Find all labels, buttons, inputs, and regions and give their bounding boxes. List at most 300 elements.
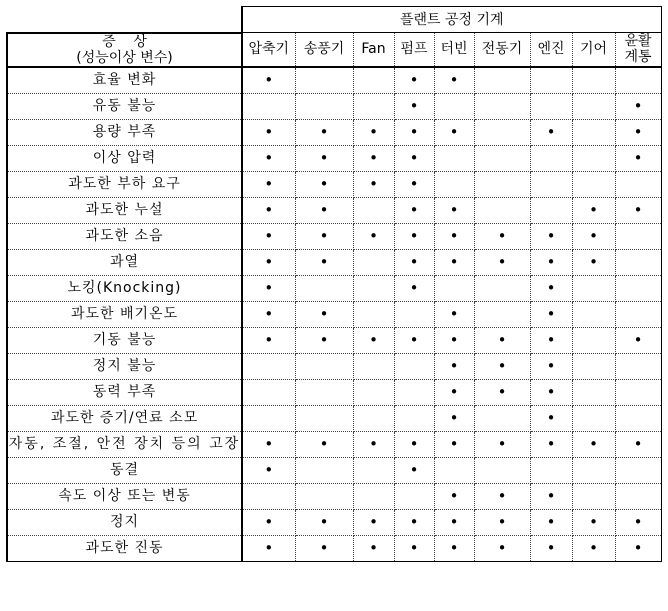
symptom-cell: 효율 변화 — [7, 67, 242, 94]
mark-cell — [615, 275, 661, 301]
symptom-cell: 과도한 증기/연료 소모 — [7, 405, 242, 431]
applicable-dot: • — [409, 96, 419, 115]
applicable-dot: • — [409, 122, 419, 141]
mark-cell — [394, 379, 434, 405]
applicable-dot: • — [369, 122, 378, 141]
mark-cell — [474, 327, 530, 353]
applicable-dot: • — [369, 174, 378, 193]
applicable-dot: • — [546, 512, 556, 531]
mark-cell — [242, 327, 295, 353]
mark-cell — [530, 223, 572, 249]
mark-cell — [295, 379, 353, 405]
mark-cell — [242, 197, 295, 223]
mark-cell — [434, 93, 474, 119]
applicable-dot: • — [589, 512, 598, 531]
machine-header-line: 압축기 — [248, 41, 290, 58]
applicable-dot: • — [546, 538, 556, 557]
applicable-dot: • — [264, 226, 274, 245]
mark-cell — [434, 379, 474, 405]
applicable-dot: • — [319, 226, 329, 245]
applicable-dot: • — [319, 148, 329, 167]
applicable-dot: • — [546, 356, 556, 375]
mark-cell — [353, 353, 394, 379]
applicable-dot: • — [264, 148, 274, 167]
mark-cell — [474, 119, 530, 145]
applicable-dot: • — [369, 434, 378, 453]
applicable-dot: • — [546, 330, 556, 349]
mark-cell — [353, 171, 394, 197]
mark-cell — [434, 483, 474, 509]
mark-cell — [434, 223, 474, 249]
mark-cell — [615, 353, 661, 379]
mark-cell — [353, 119, 394, 145]
mark-cell — [530, 145, 572, 171]
mark-cell — [353, 301, 394, 327]
applicable-dot: • — [633, 538, 643, 557]
applicable-dot: • — [319, 252, 329, 271]
table-row — [7, 457, 661, 483]
symptom-cell: 동력 부족 — [7, 379, 242, 405]
machine-header — [394, 33, 434, 67]
mark-cell — [353, 457, 394, 483]
mark-cell — [530, 327, 572, 353]
mark-cell — [434, 145, 474, 171]
table-row — [7, 431, 661, 457]
mark-cell — [615, 145, 661, 171]
applicable-dot: • — [589, 252, 598, 271]
applicable-dot: • — [264, 70, 274, 89]
machine-header — [295, 33, 353, 67]
table-row — [7, 353, 661, 379]
group-header-row — [7, 7, 661, 33]
mark-cell — [434, 119, 474, 145]
table-row — [7, 509, 661, 535]
mark-cell — [242, 405, 295, 431]
mark-cell — [615, 249, 661, 275]
applicable-dot: • — [319, 174, 329, 193]
symptom-header-subtitle: (성능이상 변수) — [76, 49, 173, 66]
applicable-dot: • — [409, 330, 419, 349]
applicable-dot: • — [589, 226, 598, 245]
mark-cell — [474, 353, 530, 379]
mark-cell — [295, 301, 353, 327]
mark-cell — [615, 119, 661, 145]
mark-cell — [474, 171, 530, 197]
table-row — [7, 197, 661, 223]
applicable-dot: • — [633, 434, 643, 453]
mark-cell — [572, 197, 615, 223]
machine-header-line: 엔진 — [537, 41, 565, 58]
applicable-dot: • — [633, 122, 643, 141]
applicable-dot: • — [546, 434, 556, 453]
table-row — [7, 93, 661, 119]
mark-cell — [353, 327, 394, 353]
mark-cell — [353, 223, 394, 249]
mark-cell — [530, 197, 572, 223]
mark-cell — [474, 275, 530, 301]
machine-header — [615, 33, 661, 67]
mark-cell — [572, 223, 615, 249]
mark-cell — [615, 171, 661, 197]
mark-cell — [242, 301, 295, 327]
symptom-cell: 과열 — [7, 249, 242, 275]
applicable-dot: • — [264, 304, 274, 323]
applicable-dot: • — [546, 226, 556, 245]
applicable-dot: • — [497, 382, 507, 401]
machine-header-row — [7, 33, 661, 67]
mark-cell — [242, 249, 295, 275]
applicable-dot: • — [449, 70, 459, 89]
applicable-dot: • — [546, 304, 556, 323]
mark-cell — [434, 457, 474, 483]
applicable-dot: • — [369, 538, 378, 557]
mark-cell — [530, 67, 572, 94]
applicable-dot: • — [449, 252, 459, 271]
mark-cell — [474, 483, 530, 509]
applicable-dot: • — [633, 512, 643, 531]
mark-cell — [615, 67, 661, 94]
mark-cell — [242, 67, 295, 94]
mark-cell — [434, 301, 474, 327]
mark-cell — [530, 457, 572, 483]
table-row — [7, 405, 661, 431]
applicable-dot: • — [264, 460, 274, 479]
mark-cell — [572, 405, 615, 431]
mark-cell — [353, 249, 394, 275]
symptom-cell: 정지 불능 — [7, 353, 242, 379]
mark-cell — [394, 275, 434, 301]
mark-cell — [615, 405, 661, 431]
mark-cell — [572, 171, 615, 197]
mark-cell — [295, 171, 353, 197]
table-row — [7, 119, 661, 145]
mark-cell — [242, 145, 295, 171]
mark-cell — [530, 405, 572, 431]
mark-cell — [295, 223, 353, 249]
mark-cell — [353, 431, 394, 457]
applicable-dot: • — [546, 278, 556, 297]
mark-cell — [394, 249, 434, 275]
mark-cell — [434, 67, 474, 94]
applicable-dot: • — [409, 278, 419, 297]
mark-cell — [474, 93, 530, 119]
mark-cell — [295, 353, 353, 379]
mark-cell — [394, 145, 434, 171]
mark-cell — [474, 223, 530, 249]
applicable-dot: • — [497, 434, 507, 453]
mark-cell — [530, 275, 572, 301]
mark-cell — [474, 405, 530, 431]
applicable-dot: • — [449, 434, 459, 453]
mark-cell — [530, 119, 572, 145]
table-row — [7, 67, 661, 94]
mark-cell — [434, 431, 474, 457]
applicable-dot: • — [264, 434, 274, 453]
mark-cell — [615, 535, 661, 561]
applicable-dot: • — [319, 200, 329, 219]
mark-cell — [295, 431, 353, 457]
applicable-dot: • — [369, 226, 378, 245]
mark-cell — [474, 145, 530, 171]
applicable-dot: • — [589, 200, 598, 219]
applicable-dot: • — [449, 382, 459, 401]
applicable-dot: • — [449, 304, 459, 323]
applicable-dot: • — [546, 408, 556, 427]
applicable-dot: • — [264, 512, 274, 531]
symptom-cell: 동결 — [7, 457, 242, 483]
applicable-dot: • — [497, 538, 507, 557]
applicable-dot: • — [264, 122, 274, 141]
mark-cell — [474, 431, 530, 457]
mark-cell — [572, 249, 615, 275]
mark-cell — [353, 379, 394, 405]
mark-cell — [530, 301, 572, 327]
applicable-dot: • — [409, 200, 419, 219]
mark-cell — [353, 93, 394, 119]
mark-cell — [242, 275, 295, 301]
applicable-dot: • — [449, 408, 459, 427]
machine-header-line: 송풍기 — [303, 41, 345, 58]
applicable-dot: • — [319, 538, 329, 557]
mark-cell — [434, 171, 474, 197]
symptom-cell: 유동 불능 — [7, 93, 242, 119]
mark-cell — [434, 535, 474, 561]
mark-cell — [394, 405, 434, 431]
applicable-dot: • — [546, 122, 556, 141]
applicable-dot: • — [546, 382, 556, 401]
mark-cell — [242, 535, 295, 561]
applicable-dot: • — [449, 486, 459, 505]
mark-cell — [394, 301, 434, 327]
applicable-dot: • — [449, 512, 459, 531]
mark-cell — [394, 93, 434, 119]
mark-cell — [474, 509, 530, 535]
mark-cell — [530, 509, 572, 535]
mark-cell — [242, 171, 295, 197]
mark-cell — [530, 431, 572, 457]
applicable-dot: • — [497, 330, 507, 349]
mark-cell — [295, 509, 353, 535]
applicable-dot: • — [409, 70, 419, 89]
mark-cell — [295, 457, 353, 483]
mark-cell — [353, 275, 394, 301]
applicable-dot: • — [546, 486, 556, 505]
applicable-dot: • — [449, 356, 459, 375]
applicable-dot: • — [409, 252, 419, 271]
applicable-dot: • — [409, 512, 419, 531]
mark-cell — [242, 431, 295, 457]
machine-header-line: 계통 — [624, 49, 652, 66]
mark-cell — [434, 353, 474, 379]
applicable-dot: • — [369, 330, 378, 349]
mark-cell — [530, 483, 572, 509]
machine-header — [572, 33, 615, 67]
mark-cell — [295, 67, 353, 94]
mark-cell — [394, 353, 434, 379]
mark-cell — [572, 327, 615, 353]
table-row — [7, 223, 661, 249]
mark-cell — [572, 301, 615, 327]
symptom-cell: 노킹(Knocking) — [7, 275, 242, 301]
symptom-cell: 속도 이상 또는 변동 — [7, 483, 242, 509]
mark-cell — [474, 457, 530, 483]
symptom-cell: 과도한 부하 요구 — [7, 171, 242, 197]
applicable-dot: • — [449, 330, 459, 349]
mark-cell — [530, 535, 572, 561]
table-row — [7, 275, 661, 301]
mark-cell — [242, 457, 295, 483]
mark-cell — [572, 275, 615, 301]
applicable-dot: • — [369, 512, 378, 531]
mark-cell — [615, 431, 661, 457]
mark-cell — [615, 93, 661, 119]
machine-header-line: 전동기 — [481, 41, 523, 58]
table-row — [7, 145, 661, 171]
mark-cell — [242, 379, 295, 405]
symptom-cell: 과도한 소음 — [7, 223, 242, 249]
mark-cell — [394, 67, 434, 94]
applicable-dot: • — [409, 460, 419, 479]
mark-cell — [295, 93, 353, 119]
mark-cell — [615, 197, 661, 223]
applicable-dot: • — [409, 148, 419, 167]
symptom-cell: 과도한 누설 — [7, 197, 242, 223]
mark-cell — [530, 249, 572, 275]
mark-cell — [353, 197, 394, 223]
mark-cell — [615, 327, 661, 353]
table-row — [7, 379, 661, 405]
symptom-cell: 과도한 진동 — [7, 535, 242, 561]
mark-cell — [434, 275, 474, 301]
applicable-dot: • — [264, 278, 274, 297]
applicable-dot: • — [497, 252, 507, 271]
mark-cell — [242, 509, 295, 535]
mark-cell — [394, 535, 434, 561]
mark-cell — [394, 119, 434, 145]
machine-header — [474, 33, 530, 67]
applicable-dot: • — [449, 538, 459, 557]
applicable-dot: • — [319, 434, 329, 453]
applicable-dot: • — [264, 538, 274, 557]
machine-header-line: 펌프 — [400, 41, 428, 58]
applicable-dot: • — [409, 174, 419, 193]
mark-cell — [394, 483, 434, 509]
table-row — [7, 249, 661, 275]
applicable-dot: • — [633, 330, 643, 349]
mark-cell — [615, 483, 661, 509]
applicable-dot: • — [497, 226, 507, 245]
mark-cell — [474, 249, 530, 275]
mark-cell — [295, 405, 353, 431]
applicable-dot: • — [264, 330, 274, 349]
mark-cell — [530, 171, 572, 197]
mark-cell — [615, 457, 661, 483]
applicable-dot: • — [369, 148, 378, 167]
applicable-dot: • — [589, 434, 598, 453]
machine-header — [242, 33, 295, 67]
mark-cell — [353, 535, 394, 561]
mark-cell — [572, 457, 615, 483]
applicable-dot: • — [449, 122, 459, 141]
machine-header-line: 터빈 — [440, 41, 468, 58]
group-header: 플랜트 공정 기계 — [242, 7, 661, 33]
mark-cell — [394, 509, 434, 535]
mark-cell — [434, 405, 474, 431]
table-row — [7, 483, 661, 509]
applicable-dot: • — [319, 512, 329, 531]
mark-cell — [572, 535, 615, 561]
machine-header-line: 윤활 — [624, 33, 652, 50]
applicable-dot: • — [497, 512, 507, 531]
applicable-dot: • — [319, 330, 329, 349]
applicable-dot: • — [264, 174, 274, 193]
mark-cell — [295, 483, 353, 509]
mark-cell — [572, 483, 615, 509]
applicable-dot: • — [633, 96, 643, 115]
mark-cell — [474, 67, 530, 94]
mark-cell — [615, 379, 661, 405]
mark-cell — [615, 223, 661, 249]
mark-cell — [394, 223, 434, 249]
mark-cell — [530, 379, 572, 405]
table-row — [7, 535, 661, 561]
mark-cell — [394, 171, 434, 197]
symptom-cell: 정지 — [7, 509, 242, 535]
applicable-dot: • — [264, 200, 274, 219]
mark-cell — [434, 509, 474, 535]
mark-cell — [353, 509, 394, 535]
applicable-dot: • — [497, 356, 507, 375]
mark-cell — [295, 197, 353, 223]
mark-cell — [394, 457, 434, 483]
mark-cell — [394, 197, 434, 223]
mark-cell — [615, 509, 661, 535]
mark-cell — [615, 301, 661, 327]
symptom-machine-table — [6, 6, 662, 562]
mark-cell — [434, 327, 474, 353]
applicable-dot: • — [319, 304, 329, 323]
machine-header-line: 기어 — [579, 41, 608, 58]
mark-cell — [572, 353, 615, 379]
applicable-dot: • — [449, 226, 459, 245]
mark-cell — [530, 353, 572, 379]
mark-cell — [295, 145, 353, 171]
symptom-cell: 이상 압력 — [7, 145, 242, 171]
mark-cell — [474, 197, 530, 223]
symptom-cell: 기동 불능 — [7, 327, 242, 353]
symptom-cell: 용량 부족 — [7, 119, 242, 145]
mark-cell — [434, 249, 474, 275]
mark-cell — [572, 119, 615, 145]
mark-cell — [530, 93, 572, 119]
mark-cell — [474, 535, 530, 561]
mark-cell — [353, 483, 394, 509]
mark-cell — [572, 509, 615, 535]
table-row — [7, 301, 661, 327]
mark-cell — [295, 119, 353, 145]
machine-header — [530, 33, 572, 67]
mark-cell — [242, 483, 295, 509]
mark-cell — [242, 353, 295, 379]
applicable-dot: • — [409, 434, 419, 453]
mark-cell — [572, 93, 615, 119]
mark-cell — [295, 275, 353, 301]
applicable-dot: • — [633, 200, 643, 219]
mark-cell — [295, 249, 353, 275]
mark-cell — [572, 379, 615, 405]
symptom-header — [7, 33, 242, 67]
mark-cell — [434, 197, 474, 223]
